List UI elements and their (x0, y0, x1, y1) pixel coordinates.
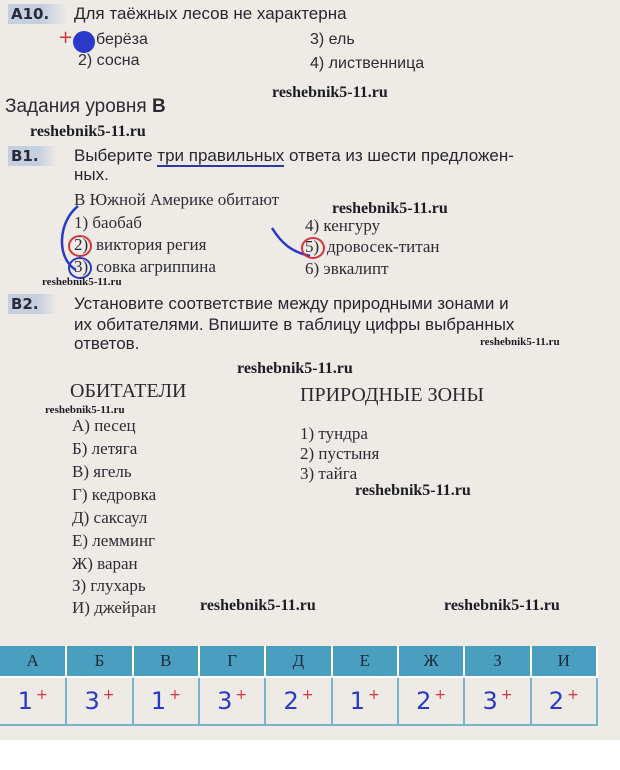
answer-cell (398, 677, 464, 725)
question-text-a10: Для таёжных лесов не характерна (74, 4, 347, 23)
handwritten-answer: 3 (84, 687, 100, 715)
answer-cell (332, 677, 398, 725)
answer-table-header-row (0, 646, 597, 677)
handwritten-answer: 1 (349, 687, 366, 715)
b1-option-6: 6) эвкалипт (305, 259, 389, 278)
a10-option-1: берёза (96, 31, 148, 48)
answer-table-header: Д (265, 646, 331, 677)
inhabitant-item: И) джейран (72, 598, 157, 617)
answer-cell (0, 677, 66, 725)
check-mark-icon: + (301, 687, 314, 703)
check-mark-icon: + (35, 687, 48, 703)
zones-column-title: ПРИРОДНЫЕ ЗОНЫ (300, 384, 484, 406)
check-mark-icon: + (500, 687, 513, 703)
watermark: reshebnik5-11.ru (480, 336, 560, 348)
b1-option-3-number: 3) (74, 257, 89, 276)
answer-table-header: В (133, 646, 199, 677)
answer-table-header: А (0, 646, 66, 677)
question-text-b2-line2: их обитателями. Впишите в таблицу цифры выбранных (74, 315, 515, 334)
check-mark-icon: + (368, 687, 380, 703)
inhabitant-item: Ж) варан (72, 554, 138, 573)
answer-cell (199, 677, 265, 725)
watermark: reshebnik5-11.ru (45, 404, 125, 416)
zone-item: 2) пустыня (300, 444, 380, 463)
answer-table-header: Б (66, 646, 132, 677)
handwritten-answer: 1 (17, 687, 33, 715)
answer-cell (464, 677, 530, 725)
inhabitant-item: З) глухарь (72, 576, 146, 595)
inhabitant-item: Е) лемминг (72, 531, 156, 550)
inhabitant-item: Г) кедровка (72, 485, 157, 504)
b1-stem: В Южной Америке обитают (74, 190, 280, 209)
watermark: reshebnik5-11.ru (42, 276, 122, 288)
b1-option-3: совка агриппина (96, 257, 216, 276)
handwritten-mark-a10: + (58, 27, 74, 48)
question-label-a10: А10. (8, 4, 67, 24)
answer-table-header: Е (332, 646, 398, 677)
question-text-b1-line2: ных. (74, 165, 109, 184)
check-mark-icon: + (434, 687, 447, 703)
b1-option-4: 4) кенгуру (305, 216, 381, 235)
handwritten-answer: 1 (150, 687, 167, 715)
watermark: reshebnik5-11.ru (332, 200, 448, 217)
zone-item: 3) тайга (300, 464, 358, 483)
answer-table-row (0, 677, 597, 725)
question-label-b1: В1. (8, 146, 57, 166)
check-mark-icon: + (102, 687, 115, 703)
inhabitant-item: В) ягель (72, 462, 132, 481)
b1-option-2: виктория регия (96, 235, 207, 254)
question-label-b2: В2. (8, 294, 57, 314)
answer-cell (66, 677, 132, 725)
handwritten-answer: 3 (217, 687, 233, 715)
inhabitant-item: Д) саксаул (72, 508, 148, 527)
answer-cell (133, 677, 199, 725)
a10-option-4: 4) лиственница (310, 55, 425, 72)
a10-option-2: 2) сосна (78, 52, 140, 69)
watermark: reshebnik5-11.ru (355, 482, 471, 499)
zone-item: 1) тундра (300, 424, 368, 443)
inhabitant-item: Б) летяга (72, 439, 138, 458)
handwritten-answer: 2 (416, 687, 432, 715)
watermark: reshebnik5-11.ru (444, 597, 560, 614)
b1-option-5: дровосек-титан (327, 237, 440, 256)
answer-cell (531, 677, 597, 725)
watermark: reshebnik5-11.ru (30, 123, 146, 140)
answer-table-header: Ж (398, 646, 464, 677)
inhabitants-column-title: ОБИТАТЕЛИ (70, 380, 187, 402)
question-text-b2-line3: ответов. (74, 334, 140, 353)
question-text-b2-line1: Установите соответствие между природными зонами и (74, 294, 509, 313)
answer-cell (265, 677, 331, 725)
check-mark-icon: + (235, 687, 248, 703)
check-mark-icon: + (567, 687, 579, 703)
b1-option-2-number: 2) (74, 235, 89, 254)
question-text-b1: Выберите три правильных ответа из шести предложен- (74, 146, 514, 165)
check-mark-icon: + (169, 687, 181, 703)
b1-option-1: 1) баобаб (74, 213, 142, 232)
answer-table (0, 646, 598, 726)
watermark: reshebnik5-11.ru (272, 84, 388, 101)
handwritten-answer: 2 (283, 687, 299, 715)
handwritten-answer: 3 (482, 687, 498, 715)
a10-option-3: 3) ель (310, 31, 355, 48)
handwritten-answer: 2 (548, 687, 565, 715)
watermark: reshebnik5-11.ru (237, 360, 353, 377)
inhabitant-item: А) песец (72, 416, 136, 435)
answer-table-header: И (531, 646, 597, 677)
watermark: reshebnik5-11.ru (200, 597, 316, 614)
answer-table-header: Г (199, 646, 265, 677)
section-title: Задания уровня В (5, 96, 166, 117)
answer-table-header: З (464, 646, 530, 677)
b1-option-5-number: 5) (305, 237, 320, 256)
